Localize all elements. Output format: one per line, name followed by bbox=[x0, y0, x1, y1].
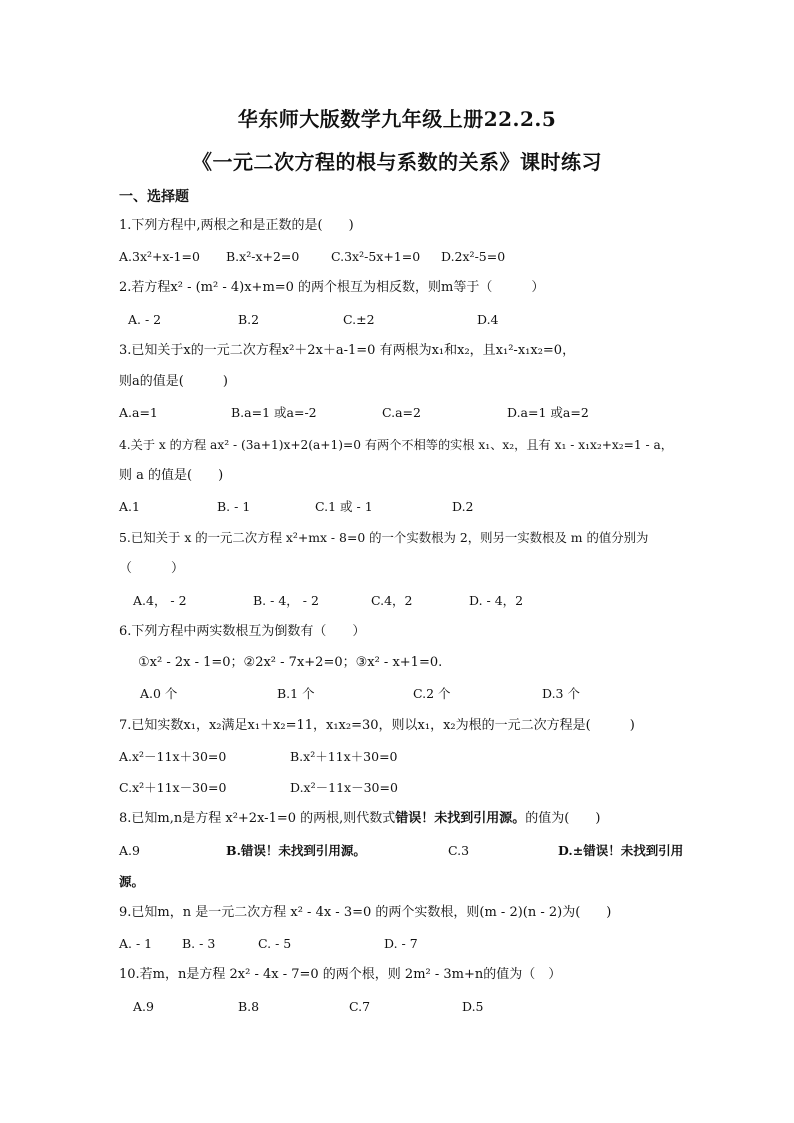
question-5-option-c: C.4，2 bbox=[371, 593, 413, 608]
question-3-stem: 3.已知关于x的一元二次方程x²＋2x＋a-1=0 有两根为x₁和x₂，且x₁²-x₁x₂=0， bbox=[119, 343, 576, 358]
question-8-stem bbox=[119, 811, 600, 827]
question-2-option-c: C.±2 bbox=[343, 312, 375, 327]
question-6-option-b: B.1 个 bbox=[277, 686, 315, 701]
question-10-option-a: A.9 bbox=[133, 999, 154, 1014]
question-9-option-b: B. - 3 bbox=[182, 936, 216, 951]
question-1-option-c: C.3x²-5x+1=0 bbox=[331, 249, 421, 264]
question-8-option-c: C.3 bbox=[448, 843, 470, 858]
question-1-option-a: A.3x²+x-1=0 bbox=[119, 249, 200, 264]
question-2-option-a: A. - 2 bbox=[128, 312, 162, 327]
question-7-option-c: C.x²＋11x－30=0 bbox=[119, 780, 227, 795]
question-4-option-a: A.1 bbox=[119, 499, 140, 514]
question-6-stem: 6.下列方程中两实数根互为倒数有（ ） bbox=[119, 624, 366, 639]
question-2-stem: 2.若方程x² - (m² - 4)x+m=0 的两个根互为相反数，则m等于（ ） bbox=[119, 280, 545, 295]
question-3-stem-cont: 则a的值是( ) bbox=[119, 374, 228, 389]
question-5-stem: 5.已知关于 x 的一元二次方程 x²+mx - 8=0 的一个实数根为 2，则另一实数根及 m 的值分别为 bbox=[119, 530, 649, 545]
question-8-stem-end: 的值为( ) bbox=[525, 811, 601, 826]
reference-error-text: 错误！未找到引用源。 bbox=[395, 811, 526, 826]
question-3-option-a: A.a=1 bbox=[119, 405, 158, 420]
question-8-option-a: A.9 bbox=[119, 843, 140, 858]
question-5-option-b: B. - 4， - 2 bbox=[253, 593, 319, 608]
question-3-option-b: B.a=1 或a=-2 bbox=[231, 405, 317, 420]
question-6-equations: ①x² - 2x - 1=0；②2x² - 7x+2=0；③x² - x+1=0. bbox=[138, 655, 443, 670]
question-1-option-d: D.2x²-5=0 bbox=[441, 249, 506, 264]
question-4-option-d: D.2 bbox=[452, 499, 474, 514]
question-7-stem: 7.已知实数x₁，x₂满足x₁＋x₂=11，x₁x₂=30，则以x₁，x₂为根的一元二次方程是( ) bbox=[119, 718, 635, 733]
question-5-option-a: A.4， - 2 bbox=[133, 593, 187, 608]
question-8-option-d: D.±错误！未找到引用 bbox=[558, 843, 684, 858]
question-6-option-c: C.2 个 bbox=[413, 686, 451, 701]
document-subtitle: 《一元二次方程的根与系数的关系》课时练习 bbox=[192, 150, 602, 174]
section-heading: 一、选择题 bbox=[119, 189, 189, 205]
question-1-option-b: B.x²-x+2=0 bbox=[226, 249, 300, 264]
question-5-option-d: D. - 4，2 bbox=[469, 593, 524, 608]
question-7-option-b: B.x²＋11x＋30=0 bbox=[290, 749, 398, 764]
question-4-stem-cont: 则 a 的值是( ) bbox=[119, 468, 224, 483]
question-3-option-d: D.a=1 或a=2 bbox=[507, 405, 589, 420]
question-10-option-b: B.8 bbox=[238, 999, 260, 1014]
question-8-option-d-cont: 源。 bbox=[119, 874, 145, 889]
question-4-option-b: B. - 1 bbox=[217, 499, 251, 514]
question-10-option-c: C.7 bbox=[349, 999, 371, 1014]
question-2-option-d: D.4 bbox=[477, 312, 499, 327]
question-5-stem-cont: （ ） bbox=[119, 561, 185, 576]
question-4-stem: 4.关于 x 的方程 ax² - (3a+1)x+2(a+1)=0 有两个不相等的实根 x₁、x₂，且有 x₁ - x₁x₂+x₂=1 - a， bbox=[119, 438, 673, 452]
question-6-option-a: A.0 个 bbox=[140, 686, 178, 701]
question-1-stem: 1.下列方程中,两根之和是正数的是( ) bbox=[119, 218, 354, 233]
question-2-option-b: B.2 bbox=[238, 312, 260, 327]
question-9-option-c: C. - 5 bbox=[258, 936, 292, 951]
question-7-option-a: A.x²－11x＋30=0 bbox=[119, 749, 227, 764]
question-8-stem-text: 8.已知m,n是方程 x²+2x-1=0 的两根,则代数式 bbox=[119, 811, 396, 826]
question-7-option-d: D.x²－11x－30=0 bbox=[290, 780, 398, 795]
question-10-stem: 10.若m，n是方程 2x² - 4x - 7=0 的两个根，则 2m² - 3m+n的值为（ ） bbox=[119, 967, 562, 982]
question-3-option-c: C.a=2 bbox=[382, 405, 421, 420]
question-4-option-c: C.1 或 - 1 bbox=[315, 499, 373, 514]
question-6-option-d: D.3 个 bbox=[542, 686, 580, 701]
document-title: 华东师大版数学九年级上册22.2.5 bbox=[237, 107, 557, 131]
question-9-option-a: A. - 1 bbox=[119, 936, 153, 951]
question-8-option-b: B.错误！未找到引用源。 bbox=[226, 843, 366, 858]
question-9-stem: 9.已知m，n 是一元二次方程 x² - 4x - 3=0 的两个实数根，则(m - 2)(n - 2)为( ) bbox=[119, 905, 612, 920]
question-9-option-d: D. - 7 bbox=[384, 936, 418, 951]
question-10-option-d: D.5 bbox=[462, 999, 484, 1014]
